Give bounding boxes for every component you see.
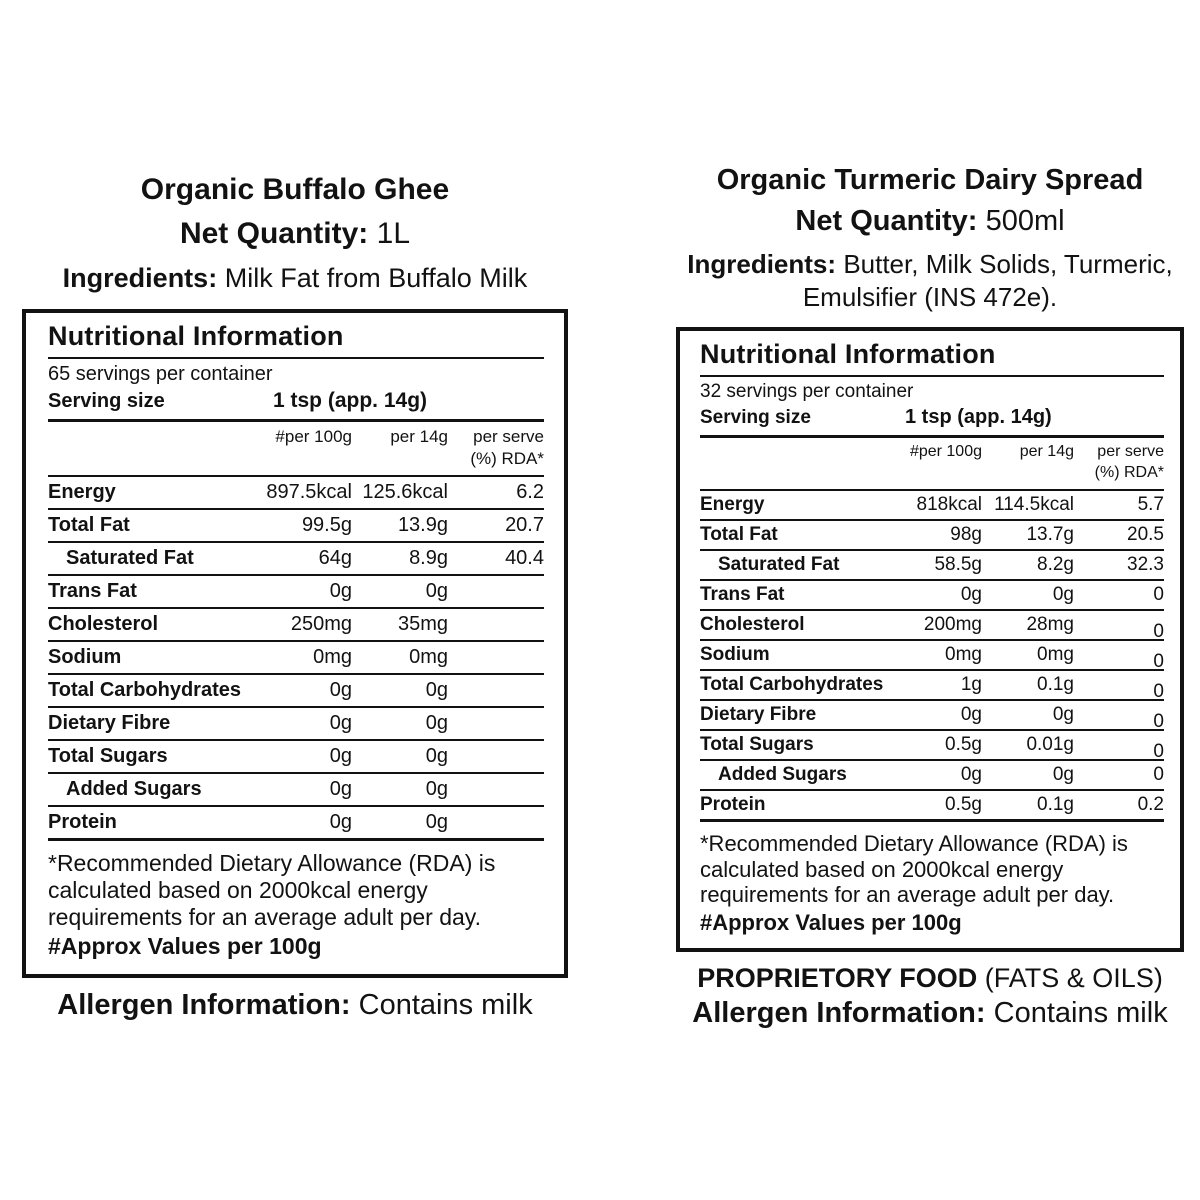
nutrient-label: Energy [700, 493, 765, 515]
allergen-label: Allergen Information: [57, 988, 351, 1021]
value-per-14g: 8.2g [1037, 553, 1074, 575]
ingredients-value: Milk Fat from Buffalo Milk [224, 263, 528, 293]
column-header-per-14g: per 14g [390, 426, 448, 446]
value-rda-percent: 0 [1153, 763, 1164, 785]
value-rda-percent: 0 [1153, 650, 1164, 672]
nutrient-label: Added Sugars [718, 763, 847, 785]
nutrient-table-row [48, 642, 544, 675]
value-rda-percent: 40.4 [505, 546, 544, 569]
divider [700, 375, 1164, 377]
value-per-14g: 0g [425, 678, 448, 701]
nutrient-table-row [700, 731, 1164, 761]
value-per-14g: 35mg [397, 612, 448, 635]
value-per-100g: 897.5kcal [266, 480, 352, 503]
ingredients-line [676, 248, 1184, 313]
column-header-per-14g: per 14g [1019, 443, 1074, 461]
rda-footnote: *Recommended Dietary Allowance (RDA) is calculated based on 2000kcal energy requirements for an average adult per day. [700, 830, 1128, 908]
value-per-100g: 64g [318, 546, 352, 569]
nutrient-label: Sodium [48, 645, 122, 668]
value-per-14g: 0g [425, 711, 448, 734]
value-per-100g: 250mg [290, 612, 352, 635]
nutrient-label: Trans Fat [700, 583, 785, 605]
value-per-14g: 0g [425, 744, 448, 767]
nutrient-table-body [48, 477, 544, 841]
nutrient-table-row [700, 581, 1164, 611]
nutrient-label: Dietary Fibre [700, 703, 817, 725]
serving-size-row [48, 389, 544, 416]
nutrient-table-body [700, 491, 1164, 822]
net-quantity-value: 500ml [985, 205, 1065, 238]
value-per-100g: 0g [960, 703, 982, 725]
allergen-value: Contains milk [993, 997, 1168, 1030]
value-per-14g: 0g [1052, 583, 1074, 605]
nutrient-label: Sodium [700, 643, 770, 665]
value-per-14g: 0g [1052, 763, 1074, 785]
net-quantity-line [676, 201, 1184, 242]
value-per-100g: 58.5g [934, 553, 982, 575]
value-per-100g: 818kcal [916, 493, 982, 515]
rda-footnote: *Recommended Dietary Allowance (RDA) is calculated based on 2000kcal energy requirements for an average adult per day. [48, 849, 496, 930]
ingredients-value: Butter, Milk Solids, Turmeric, [843, 249, 1173, 280]
nutrient-table-row [48, 675, 544, 708]
nutrient-table-row [700, 701, 1164, 731]
value-per-14g: 0mg [409, 645, 448, 668]
value-rda-percent: 0.2 [1137, 793, 1164, 815]
value-rda-percent: 5.7 [1137, 493, 1164, 515]
nutrient-table-row [700, 491, 1164, 521]
column-header-row [48, 422, 544, 477]
left-label-buffalo-ghee [22, 168, 568, 1022]
nutrient-label: Protein [700, 793, 766, 815]
value-per-14g: 13.9g [397, 513, 448, 536]
value-rda-percent: 6.2 [516, 480, 544, 503]
value-per-100g: 0.5g [945, 733, 982, 755]
serving-size-value: 1 tsp (app. 14g) [273, 388, 428, 412]
value-per-100g: 0g [329, 744, 352, 767]
column-header-per-100g: #per 100g [909, 443, 982, 461]
nutrient-label: Trans Fat [48, 579, 137, 602]
nutrient-table-row [48, 477, 544, 510]
value-per-14g: 0mg [1037, 643, 1074, 665]
nutrient-label: Added Sugars [66, 777, 202, 800]
nutrition-facts-panel [676, 327, 1184, 952]
nutrient-label: Cholesterol [48, 612, 159, 635]
nutrient-label: Cholesterol [700, 613, 805, 635]
nutrient-table-row [48, 543, 544, 576]
nutrient-label: Dietary Fibre [48, 711, 171, 734]
value-per-14g: 0.1g [1037, 673, 1074, 695]
right-label-turmeric-spread [676, 160, 1184, 1030]
value-rda-percent: 20.5 [1127, 523, 1164, 545]
nutrient-table-row [48, 741, 544, 774]
nutrient-table-row [48, 807, 544, 841]
net-quantity-label: Net Quantity: [179, 216, 369, 250]
nutrient-table-row [48, 609, 544, 642]
nutrient-label: Total Fat [700, 523, 778, 545]
nutrient-table-row [700, 611, 1164, 641]
value-per-100g: 1g [960, 673, 982, 695]
food-category-regular: (FATS & OILS) [984, 963, 1163, 994]
value-rda-percent: 0 [1153, 620, 1164, 642]
approx-values-note: #Approx Values per 100g [48, 932, 322, 959]
value-per-14g: 114.5kcal [994, 493, 1074, 515]
value-rda-percent: 0 [1153, 583, 1164, 605]
nutrient-table-row [700, 551, 1164, 581]
value-per-14g: 0.1g [1037, 793, 1074, 815]
value-rda-percent: 32.3 [1127, 553, 1164, 575]
serving-size-label: Serving size [700, 407, 811, 429]
value-rda-percent: 20.7 [505, 513, 544, 536]
product-title: Organic Turmeric Dairy Spread [716, 164, 1144, 196]
value-per-100g: 0g [329, 678, 352, 701]
value-per-100g: 200mg [923, 613, 982, 635]
panel-heading: Nutritional Information [700, 339, 996, 370]
ingredients-value-line2: Emulsifier (INS 472e). [802, 281, 1058, 312]
nutrient-label: Total Sugars [700, 733, 814, 755]
net-quantity-value: 1L [376, 216, 411, 250]
value-rda-percent: 0 [1153, 740, 1164, 762]
value-per-100g: 0mg [313, 645, 352, 668]
nutrient-label: Total Carbohydrates [700, 673, 884, 695]
value-per-100g: 0g [329, 579, 352, 602]
allergen-line [22, 989, 568, 1022]
value-per-14g: 0.01g [1026, 733, 1074, 755]
nutrient-table-row [48, 774, 544, 807]
nutrient-label: Saturated Fat [66, 546, 194, 569]
value-per-100g: 0.5g [945, 793, 982, 815]
value-per-14g: 13.7g [1026, 523, 1074, 545]
nutrition-facts-panel [22, 309, 568, 978]
food-category-bold: PROPRIETORY FOOD [697, 963, 978, 994]
ingredients-label: Ingredients: [687, 249, 837, 280]
servings-per-container: 65 servings per container [48, 362, 273, 385]
nutrient-table-row [700, 641, 1164, 671]
ingredients-line [22, 262, 568, 296]
nutrient-label: Saturated Fat [718, 553, 840, 575]
value-per-100g: 0g [329, 810, 352, 833]
nutrient-table-row [48, 510, 544, 543]
allergen-value: Contains milk [358, 988, 533, 1021]
net-quantity-label: Net Quantity: [795, 205, 978, 238]
value-per-100g: 98g [950, 523, 982, 545]
column-header-per-serve: per serve (%) RDA* [470, 426, 544, 468]
value-per-14g: 28mg [1026, 613, 1074, 635]
nutrient-label: Protein [48, 810, 117, 833]
serving-size-label: Serving size [48, 389, 165, 412]
value-per-14g: 0g [425, 777, 448, 800]
column-header-per-serve: per serve (%) RDA* [1094, 443, 1164, 482]
nutrient-label: Total Fat [48, 513, 130, 536]
value-rda-percent: 0 [1153, 680, 1164, 702]
nutrient-table-row [700, 671, 1164, 701]
value-per-100g: 0mg [945, 643, 982, 665]
column-header-row [700, 438, 1164, 491]
serving-size-value: 1 tsp (app. 14g) [905, 406, 1052, 429]
nutrient-label: Total Carbohydrates [48, 678, 241, 701]
column-header-per-100g: #per 100g [275, 426, 352, 446]
nutrient-label: Total Sugars [48, 744, 168, 767]
net-quantity-line [22, 212, 568, 256]
nutrient-table-row [48, 708, 544, 741]
allergen-line [676, 997, 1184, 1030]
value-per-100g: 0g [329, 777, 352, 800]
value-per-14g: 125.6kcal [362, 480, 448, 503]
product-title: Organic Buffalo Ghee [140, 173, 450, 206]
nutrient-table-row [700, 791, 1164, 822]
value-per-14g: 0g [1052, 703, 1074, 725]
nutrient-table-row [700, 521, 1164, 551]
value-per-14g: 0g [425, 810, 448, 833]
food-category-line [676, 963, 1184, 994]
value-per-14g: 0g [425, 579, 448, 602]
value-per-100g: 0g [960, 763, 982, 785]
value-rda-percent: 0 [1153, 710, 1164, 732]
value-per-100g: 0g [960, 583, 982, 605]
nutrient-table-row [48, 576, 544, 609]
nutrient-table-row [700, 761, 1164, 791]
allergen-label: Allergen Information: [692, 997, 986, 1030]
nutrient-label: Energy [48, 480, 116, 503]
value-per-14g: 8.9g [409, 546, 448, 569]
value-per-100g: 99.5g [301, 513, 352, 536]
value-per-100g: 0g [329, 711, 352, 734]
approx-values-note: #Approx Values per 100g [700, 910, 962, 936]
divider [48, 357, 544, 359]
panel-heading: Nutritional Information [48, 320, 344, 351]
ingredients-label: Ingredients: [62, 263, 218, 293]
servings-per-container: 32 servings per container [700, 381, 914, 403]
serving-size-row [700, 406, 1164, 432]
